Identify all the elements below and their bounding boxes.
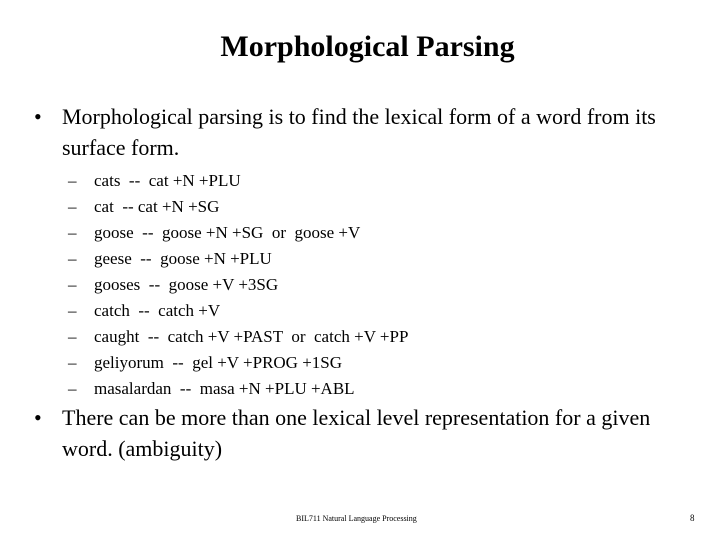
dash-mark: – [68, 197, 77, 216]
example-text: geese -- goose +N +PLU [94, 249, 272, 268]
dash-mark: – [68, 353, 77, 372]
dash-mark: – [68, 223, 77, 242]
footer-course: BIL711 Natural Language Processing [296, 514, 417, 523]
bullet-text: Morphological parsing is to find the lexical form of a word from its surface form. [62, 104, 656, 160]
dash-mark: – [68, 249, 77, 268]
example-text: cat -- cat +N +SG [94, 197, 220, 216]
example-text: cats -- cat +N +PLU [94, 171, 241, 190]
bullet-text: There can be more than one lexical level representation for a given word. (ambiguity) [62, 405, 651, 461]
slide-title: Morphological Parsing [220, 30, 515, 63]
dash-mark: – [68, 379, 77, 398]
example-text: gooses -- goose +V +3SG [94, 275, 279, 294]
bullet-definition [34, 101, 674, 163]
dash-mark: – [68, 327, 77, 346]
dash-mark: – [68, 171, 77, 190]
example-text: caught -- catch +V +PAST or catch +V +PP [94, 327, 409, 346]
bullet-mark: • [34, 104, 42, 129]
example-text: masalardan -- masa +N +PLU +ABL [94, 379, 355, 398]
example-text: catch -- catch +V [94, 301, 221, 320]
example-text: goose -- goose +N +SG or goose +V [94, 223, 361, 242]
bullet-mark: • [34, 405, 42, 430]
bullet-ambiguity [34, 402, 674, 464]
dash-mark: – [68, 301, 77, 320]
example-text: geliyorum -- gel +V +PROG +1SG [94, 353, 343, 372]
page-number: 8 [690, 513, 695, 523]
dash-mark: – [68, 275, 77, 294]
